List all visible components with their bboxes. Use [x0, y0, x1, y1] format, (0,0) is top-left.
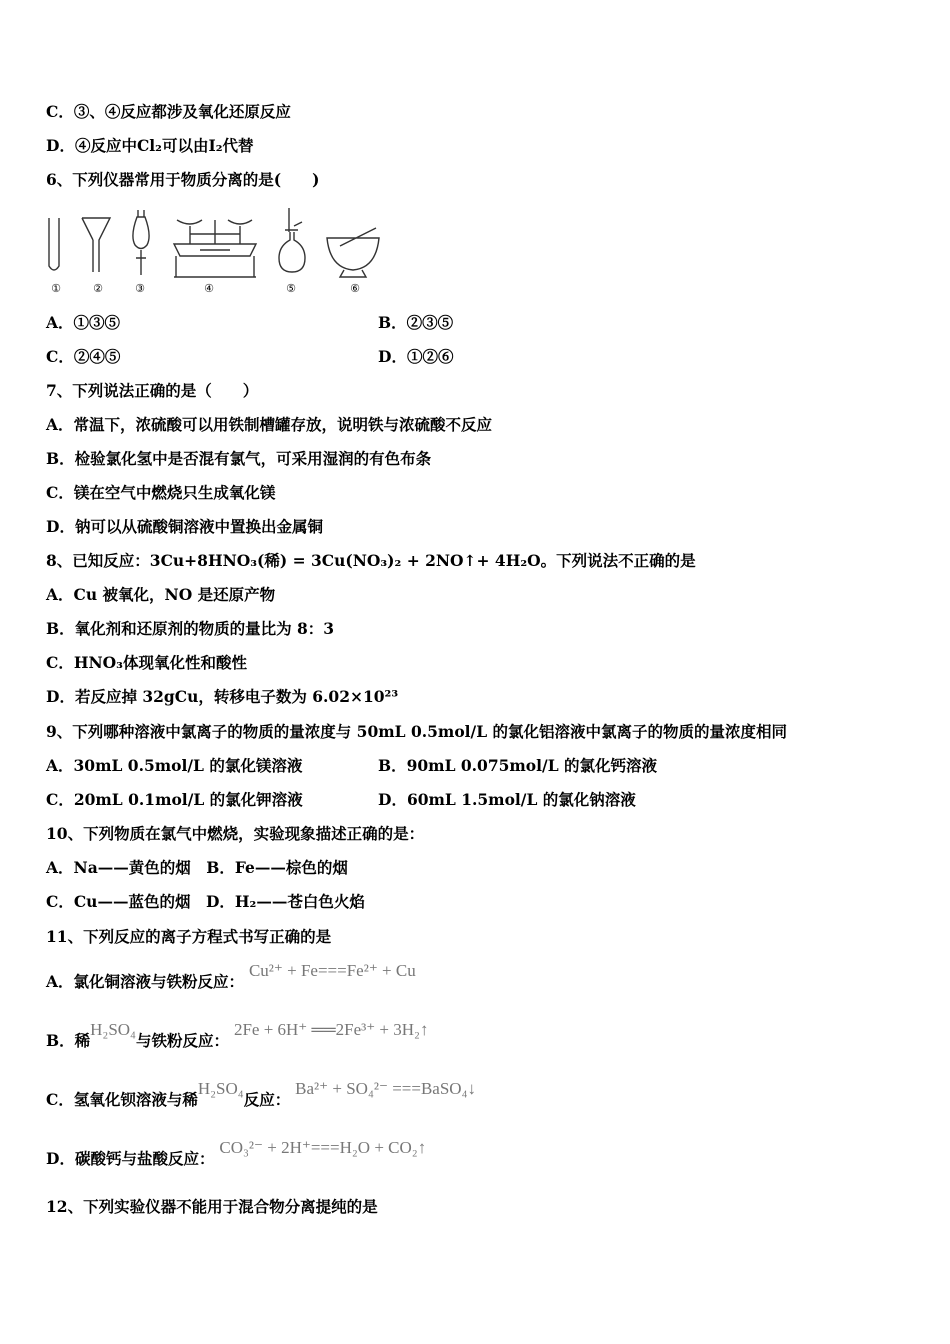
apparatus-label-3: ③	[135, 282, 145, 295]
q11-option-c	[46, 1079, 476, 1109]
apparatus-label-4: ④	[204, 282, 214, 295]
q11-option-d-text: D．碳酸钙与盐酸反应：	[46, 1149, 215, 1168]
q11-option-d-equation: CO₃²⁻ + 2H⁺===H₂O + CO₂↑	[219, 1138, 427, 1157]
q11-option-c-equation: Ba²⁺ + SO₄²⁻ ===BaSO₄↓	[295, 1079, 476, 1098]
apparatus-label-5: ⑤	[286, 282, 296, 295]
q11-option-a-text: A．氯化铜溶液与铁粉反应：	[46, 972, 245, 991]
q6-option-b: B．②③⑤	[378, 313, 454, 332]
q11-option-b-reagent: H₂SO₄	[90, 1020, 136, 1039]
apparatus-figure	[40, 200, 390, 282]
q8-option-c: C．HNO₃体现氧化性和酸性	[46, 653, 247, 672]
q6-option-c: C．②④⑤	[46, 347, 121, 366]
q10-options-ab: A．Na——黄色的烟 B．Fe——棕色的烟	[46, 858, 348, 877]
q8-option-b: B．氧化剂和还原剂的物质的量比为 8：3	[46, 619, 335, 638]
q11-option-b-prefix: B．稀	[46, 1031, 91, 1050]
q7-stem: 7、下列说法正确的是（ ）	[46, 381, 259, 400]
mortar-pestle-icon	[327, 228, 379, 277]
q11-option-d	[46, 1138, 427, 1168]
q11-option-c-prefix: C．氢氧化钡溶液与稀	[46, 1090, 198, 1109]
q7-option-b: B．检验氯化氢中是否混有氯气，可采用湿润的有色布条	[46, 449, 432, 468]
q9-option-b: B．90mL 0.075mol/L 的氯化钙溶液	[378, 756, 657, 775]
q11-option-a-equation: Cu²⁺ + Fe===Fe²⁺ + Cu	[248, 961, 416, 980]
q11-option-c-suffix: 反应：	[243, 1090, 291, 1109]
q9-option-c: C．20mL 0.1mol/L 的氯化钾溶液	[46, 790, 303, 809]
separatory-funnel-icon	[133, 210, 149, 275]
q6-option-d: D．①②⑥	[378, 347, 454, 366]
q11-option-b-equation: 2Fe + 6H⁺ ══2Fe³⁺ + 3H₂↑	[233, 1020, 429, 1039]
test-tube-icon	[49, 218, 59, 270]
balance-icon	[174, 220, 256, 277]
q12-stem: 12、下列实验仪器不能用于混合物分离提纯的是	[46, 1197, 378, 1216]
q11-option-b	[46, 1020, 429, 1050]
q8-option-d: D．若反应掉 32gCu，转移电子数为 6.02×10²³	[46, 687, 399, 706]
q9-stem: 9、下列哪种溶液中氯离子的物质的量浓度与 50mL 0.5mol/L 的氯化铝溶液中氯离子的物质的量浓度相同	[46, 722, 787, 741]
distillation-flask-icon	[279, 208, 305, 272]
q9-option-d: D．60mL 1.5mol/L 的氯化钠溶液	[378, 790, 636, 809]
q11-option-b-suffix: 与铁粉反应：	[135, 1031, 229, 1050]
q10-stem: 10、下列物质在氯气中燃烧，实验现象描述正确的是：	[46, 824, 425, 843]
q9-option-a: A．30mL 0.5mol/L 的氯化镁溶液	[46, 756, 303, 775]
apparatus-label-1: ①	[51, 282, 61, 295]
q11-stem: 11、下列反应的离子方程式书写正确的是	[46, 927, 332, 946]
q7-option-a: A．常温下，浓硫酸可以用铁制槽罐存放，说明铁与浓硫酸不反应	[46, 415, 493, 434]
q5-option-c: C．③、④反应都涉及氧化还原反应	[46, 102, 291, 121]
q11-option-c-reagent: H₂SO₄	[197, 1079, 244, 1098]
q8-option-a: A．Cu 被氧化，NO 是还原产物	[46, 585, 276, 604]
funnel-icon	[82, 218, 110, 272]
apparatus-label-6: ⑥	[350, 282, 360, 295]
q7-option-d: D．钠可以从硫酸铜溶液中置换出金属铜	[46, 517, 323, 536]
q6-option-a: A．①③⑤	[46, 313, 121, 332]
q5-option-d: D．④反应中Cl₂可以由I₂代替	[46, 136, 254, 155]
apparatus-label-2: ②	[93, 282, 103, 295]
q10-options-cd: C．Cu——蓝色的烟 D．H₂——苍白色火焰	[46, 892, 365, 911]
q11-option-a	[46, 961, 416, 991]
q8-stem: 8、已知反应：3Cu+8HNO₃(稀) = 3Cu(NO₃)₂ + 2NO↑+ 4H₂O。下列说法不正确的是	[46, 551, 696, 570]
q6-stem: 6、下列仪器常用于物质分离的是( )	[46, 170, 320, 189]
q7-option-c: C．镁在空气中燃烧只生成氧化镁	[46, 483, 276, 502]
